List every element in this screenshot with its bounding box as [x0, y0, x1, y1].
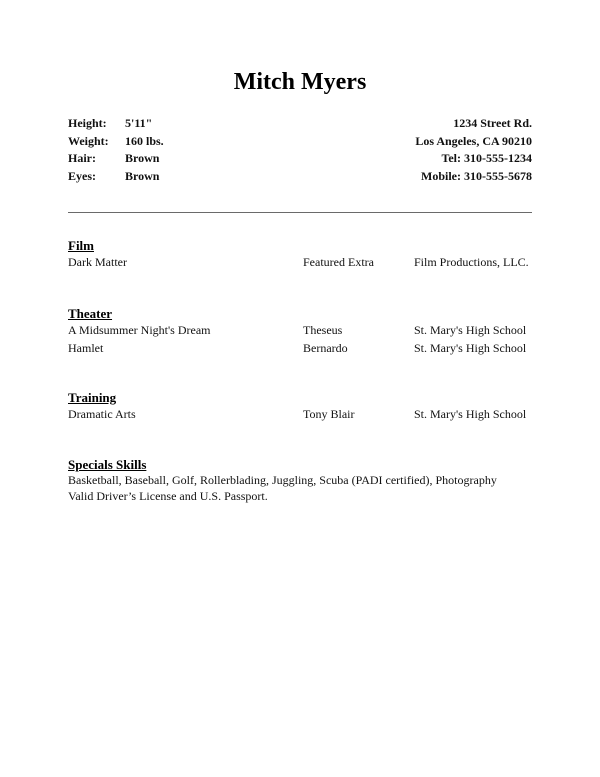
- credit-row: [68, 340, 538, 358]
- section-heading: Specials Skills: [68, 457, 147, 472]
- skills-line: Basketball, Baseball, Golf, Rollerblading, Juggling, Scuba (PADI certified), Photography: [68, 473, 497, 487]
- credit-company: Film Productions, LLC.: [414, 255, 529, 269]
- credit-company: St. Mary's High School: [414, 407, 527, 421]
- section-film: [68, 237, 538, 272]
- credit-title: A Midsummer Night's Dream: [68, 323, 211, 337]
- stat-value: 5'11": [125, 116, 153, 130]
- horizontal-divider: [68, 212, 532, 213]
- section-heading: Film: [68, 238, 94, 253]
- credit-row: [68, 254, 538, 272]
- stat-value: 160 lbs.: [125, 133, 164, 148]
- stat-row-hair: [68, 150, 164, 168]
- credit-row: [68, 322, 538, 340]
- contact-mobile: Mobile: 310-555-5678: [421, 168, 532, 183]
- section-special-skills: [68, 456, 538, 504]
- stat-label: Weight:: [68, 133, 109, 148]
- credit-title: Dramatic Arts: [68, 407, 136, 421]
- section-training: [68, 389, 538, 424]
- contact-city: Los Angeles, CA 90210: [415, 133, 532, 148]
- stat-label: Height:: [68, 116, 107, 130]
- stat-label: Hair:: [68, 151, 96, 165]
- contact-tel: Tel: 310-555-1234: [441, 151, 532, 165]
- credit-role: Theseus: [303, 323, 343, 337]
- stat-value: Brown: [125, 151, 160, 165]
- credit-row: [68, 406, 538, 424]
- credit-title: Dark Matter: [68, 255, 127, 269]
- stat-row-weight: [68, 133, 164, 151]
- skills-line: Valid Driver’s License and U.S. Passport.: [68, 488, 268, 503]
- credit-company: St. Mary's High School: [414, 323, 527, 337]
- section-heading: Training: [68, 390, 117, 405]
- section-theater: [68, 305, 538, 357]
- stat-row-eyes: [68, 168, 164, 186]
- stat-row-height: [68, 115, 164, 133]
- contact-street: 1234 Street Rd.: [453, 116, 532, 130]
- actor-name: Mitch Myers: [233, 69, 367, 95]
- stat-value: Brown: [125, 168, 160, 183]
- credit-title: Hamlet: [68, 340, 104, 355]
- credit-company: St. Mary's High School: [414, 340, 527, 355]
- credit-role: Tony Blair: [303, 407, 355, 421]
- credit-role: Featured Extra: [303, 255, 374, 269]
- physical-stats: [68, 115, 164, 185]
- section-heading: Theater: [68, 306, 113, 321]
- contact-info: [415, 115, 532, 185]
- stat-label: Eyes:: [68, 168, 96, 183]
- credit-role: Bernardo: [303, 340, 348, 355]
